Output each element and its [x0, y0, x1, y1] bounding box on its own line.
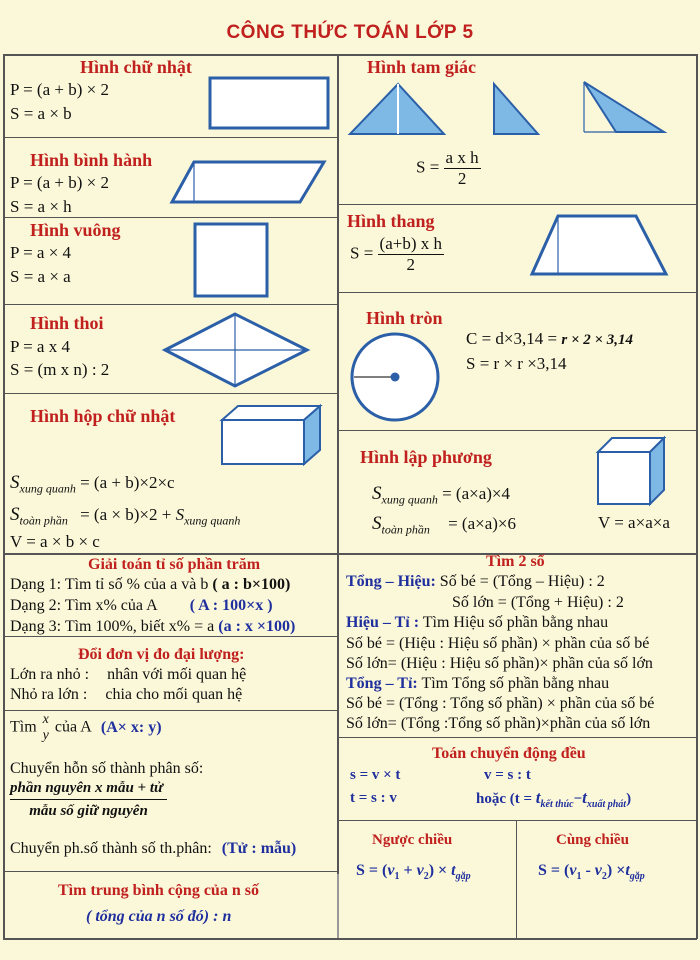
box-volume: V = a × b × c [10, 532, 100, 551]
motion-time-alt: hoặc $(t = t_{kết thúc}-t_{xuất phát})$ [476, 788, 632, 810]
cube-shape [596, 436, 668, 508]
center-divider [337, 54, 339, 874]
divider [337, 430, 697, 431]
divider [3, 636, 337, 637]
parallelogram-area: S = a × h [10, 197, 72, 216]
cube-volume: V = a×a×a [598, 513, 670, 532]
square-area: S = a × a [10, 267, 71, 286]
diff-ratio-small: Số bé = (Hiệu : Hiệu số phần) × phần của số bé [346, 635, 650, 652]
triangle-shapes [348, 80, 668, 138]
motion-speed: v = s : t [484, 767, 531, 783]
average-heading: Tìm trung bình cộng của n số [58, 882, 259, 899]
rhombus-shape [163, 312, 309, 388]
parallelogram-heading: Hình bình hành [30, 150, 153, 170]
fraction-of-number: Tìm x y của A (A× x: y) [10, 712, 162, 743]
diff-ratio-large: Số lớn= (Hiệu : Hiệu số phần)× phần của số lớn [346, 655, 653, 672]
box-shape [220, 404, 322, 466]
opposite-heading: Ngược chiều [372, 832, 453, 848]
motion-distance: s = v × t [350, 767, 401, 783]
divider [3, 137, 337, 138]
rect-perimeter: P = (a + b) × 2 [10, 80, 109, 99]
diff-ratio-row: Hiệu – Tỉ : Tìm Hiệu số phần bằng nhau [346, 614, 609, 631]
units-heading: Đổi đơn vị đo đại lượng: [78, 646, 245, 663]
divider-wide [3, 553, 697, 555]
motion-time: t = s : v [350, 790, 397, 806]
percent-type1: Dạng 1: Tìm tỉ số % của a và b ( a : b×100) [10, 576, 291, 593]
divider [337, 737, 697, 738]
box-total-area: $S_{toàn phần} = (a \times b)\times 2 + S_{xung quanh}$ [10, 504, 241, 528]
units-row2: Nhỏ ra lớn : chia cho mối quan hệ [10, 686, 243, 703]
frame-bottom [3, 938, 697, 940]
center-divider-low [337, 874, 339, 938]
divider [337, 204, 697, 205]
rect-area: S = a × b [10, 104, 72, 123]
opposite-formula: $S = (v_1 + v_2) \times t_{gặp}$ [356, 862, 471, 883]
frame-right [696, 54, 698, 939]
trapezoid-heading: Hình thang [347, 211, 435, 231]
parallelogram-perimeter: P = (a + b) × 2 [10, 173, 109, 192]
cube-total-area: $S_{toàn phần} = (a\times a)\times 6$ [372, 513, 517, 537]
percent-heading: Giải toán tỉ số phần trăm [88, 556, 261, 573]
divider [337, 292, 697, 293]
percent-type2: Dạng 2: Tìm x% của A ( A : 100×x ) [10, 597, 273, 614]
percent-type3: Dạng 3: Tìm 100%, biết x% = a (a : x ×100) [10, 618, 296, 635]
divider [3, 217, 337, 218]
frame-left [3, 54, 5, 939]
rect-heading: Hình chữ nhật [80, 57, 192, 77]
circle-heading: Hình tròn [366, 308, 443, 328]
circle-area: S = r × r ×3,14 [466, 354, 567, 373]
triangle-area: S = $\frac{\text{a x h}}{2}$ [416, 148, 479, 188]
divider [337, 820, 697, 821]
trapezoid-shape [530, 214, 670, 276]
square-shape [193, 222, 269, 298]
divider [3, 304, 337, 305]
cube-lateral-area: $S_{xung quanh} = (a\times a)\times 4$ [372, 483, 511, 507]
divider [516, 820, 517, 938]
mixed-number-formula: $\frac{\text{phần nguyên x mẫu + tử}}{\text{mẫu số giữ nguyên}}$ [10, 780, 167, 820]
same-heading: Cùng chiều [556, 832, 629, 848]
rhombus-heading: Hình thoi [30, 313, 104, 333]
average-formula: ( tổng của n số đó) : n [86, 908, 232, 925]
square-heading: Hình vuông [30, 220, 121, 240]
divider [3, 710, 337, 711]
triangle-heading: Hình tam giác [367, 57, 477, 77]
sum-ratio-small: Số bé = (Tổng : Tổng số phần) × phần của số bé [346, 695, 655, 712]
two-numbers-heading: Tìm 2 số [486, 553, 545, 570]
sum-diff-row1: Tổng – Hiệu: Số bé = (Tổng – Hiệu) : 2 [346, 573, 605, 590]
rectangle-shape [208, 76, 332, 132]
sum-ratio-row: Tổng – Tỉ: Tìm Tổng số phần bằng nhau [346, 675, 610, 692]
box-heading: Hình hộp chữ nhật [30, 406, 176, 426]
same-formula: $S = (v_1 - v_2) \times t_{gặp}$ [538, 862, 645, 883]
circle-shape [350, 332, 442, 424]
rhombus-perimeter: P = a x 4 [10, 337, 70, 356]
motion-heading: Toán chuyển động đều [432, 745, 586, 762]
parallelogram-shape [170, 160, 330, 206]
box-lateral-area: $S_{xung quanh} = (a + b)\times 2\times c$ [10, 472, 175, 496]
divider [3, 393, 337, 394]
trapezoid-area: S = $\frac{\text{(a+b) x h}}{2}$ [350, 234, 443, 274]
circle-circumference: C = d×3,14 = r × 2 × 3,14 [466, 329, 634, 348]
frame-top [3, 54, 697, 56]
sum-ratio-large: Số lớn= (Tổng :Tổng số phần)×phần của số lớn [346, 715, 651, 732]
divider [3, 871, 337, 872]
sum-diff-row2: Số lớn = (Tổng + Hiệu) : 2 [452, 594, 624, 611]
units-row1: Lớn ra nhỏ : nhân với mối quan hệ [10, 666, 247, 683]
mixed-number-text: Chuyển hỗn số thành phân số: [10, 760, 204, 777]
rhombus-area: S = (m x n) : 2 [10, 360, 110, 379]
square-perimeter: P = a × 4 [10, 243, 72, 262]
page-title: CÔNG THỨC TOÁN LỚP 5 [226, 22, 474, 43]
decimal-conversion: Chuyển ph.số thành số th.phân: (Tử : mẫu) [10, 840, 297, 857]
cube-heading: Hình lập phương [360, 447, 492, 467]
